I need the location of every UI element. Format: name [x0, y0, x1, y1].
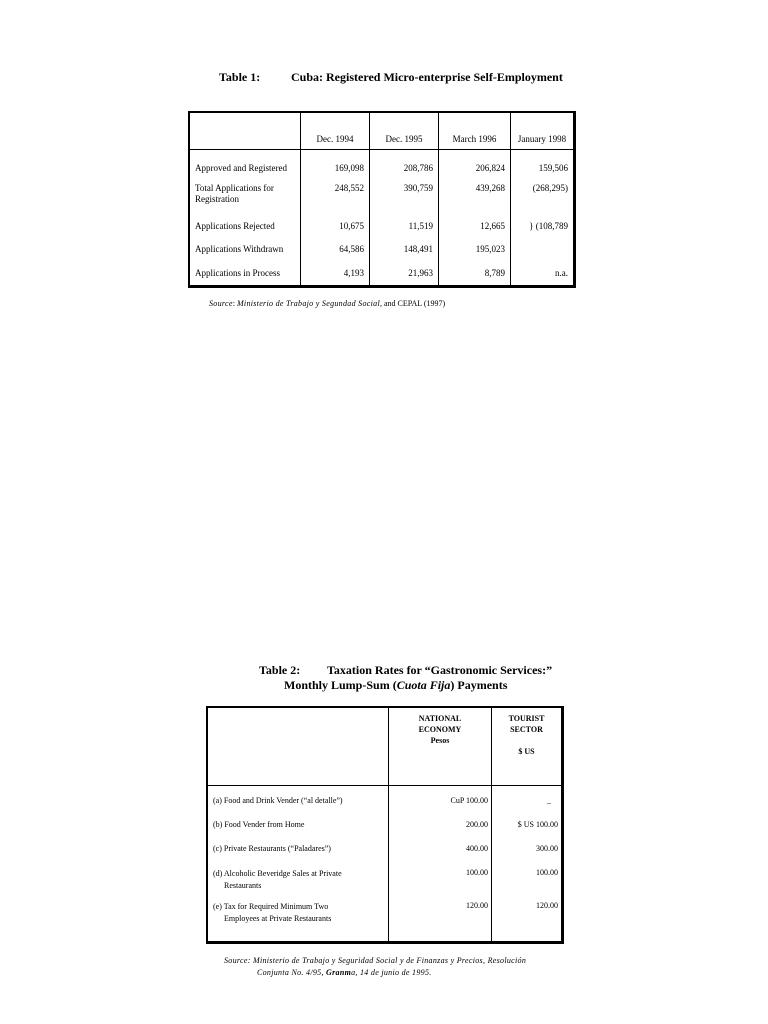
table-row — [190, 150, 573, 181]
cell-value: 120.00 — [389, 898, 492, 941]
col-header-line: NATIONAL — [418, 714, 462, 723]
table-row — [208, 866, 561, 898]
table2-col-tourist — [492, 708, 562, 786]
table-row — [190, 181, 573, 214]
row-label-line: Restaurants — [224, 881, 262, 890]
cell-value: } (108,789 — [511, 214, 574, 238]
row-label-line: Employees at Private Restaurants — [224, 914, 332, 923]
table2-subtitle — [284, 678, 507, 693]
row-label: Approved and Registered — [195, 162, 287, 173]
cell-value: $ US 100.00 — [492, 818, 562, 842]
row-label — [208, 866, 389, 898]
cell-value: 300.00 — [492, 842, 562, 866]
table1-col-header: January 1998 — [511, 113, 574, 150]
col-header-line: ECONOMY — [418, 725, 462, 734]
cell-value: 8,789 — [439, 261, 511, 285]
cell-value — [511, 238, 574, 262]
cell-value: 100.00 — [492, 866, 562, 898]
source-bold: Granm — [326, 968, 352, 977]
col-header-line: TOURIST — [508, 714, 545, 723]
cell-value: 248,552 — [301, 181, 370, 214]
cell-value: 64,586 — [301, 238, 370, 262]
table2-title — [259, 663, 552, 678]
source-part: Conjunta No. 4/95, — [257, 968, 327, 977]
cell-value: 4,193 — [301, 261, 370, 285]
table2-header-row — [208, 708, 561, 786]
table1-col-header: Dec. 1995 — [370, 113, 439, 150]
cell-value: 390,759 — [370, 181, 439, 214]
cell-value: 159,506 — [511, 150, 574, 181]
col-header-line: $ US — [518, 747, 535, 756]
row-label-line: (e) Tax for Required Minimum Two — [213, 902, 329, 911]
row-label-line: (d) Alcoholic Beveridge Sales at Private — [213, 869, 342, 878]
cell-value: 200.00 — [389, 818, 492, 842]
table-row — [208, 842, 561, 866]
table1-label: Table 1: — [219, 70, 261, 84]
source-line2 — [224, 967, 526, 979]
table1 — [188, 111, 576, 288]
row-label: Applications Withdrawn — [195, 244, 284, 255]
table2-title-line1: Taxation Rates for “Gastronomic Services:” — [327, 663, 553, 677]
cell-value: _ — [492, 786, 562, 819]
table-row — [208, 786, 561, 819]
table-row — [190, 214, 573, 238]
subtitle-part: ) Payments — [450, 678, 508, 692]
table-row — [190, 261, 573, 285]
cell-value: n.a. — [511, 261, 574, 285]
table-row — [208, 818, 561, 842]
table1-col-header: March 1996 — [439, 113, 511, 150]
cell-value: 10,675 — [301, 214, 370, 238]
cell-value: 120.00 — [492, 898, 562, 941]
row-label: (c) Private Restaurants (“Paladares”) — [213, 844, 331, 853]
table1-title — [219, 70, 563, 85]
cell-value: 12,665 — [439, 214, 511, 238]
row-label: (b) Food Vender from Home — [213, 820, 305, 829]
source-ministry: Ministerio de Trabajo y Segundad Social — [236, 299, 380, 308]
cell-value: 400.00 — [389, 842, 492, 866]
row-label: Applications Rejected — [195, 220, 275, 231]
table2-label: Table 2: — [259, 663, 301, 677]
table1-header-row — [190, 113, 573, 150]
row-label — [208, 898, 389, 941]
row-label: Total Applications for Registration — [195, 182, 274, 204]
table-row — [190, 238, 573, 262]
subtitle-italic: Cuota Fija — [396, 678, 451, 692]
source-part: a, 14 de junio de 1995. — [351, 968, 432, 977]
cell-value: 148,491 — [370, 238, 439, 262]
cell-value: 21,963 — [370, 261, 439, 285]
table1-title-text: Cuba: Registered Micro-enterprise Self-Employment — [291, 70, 563, 84]
cell-value: 206,824 — [439, 150, 511, 181]
table2-header-blank — [208, 708, 389, 786]
cell-value: 439,268 — [439, 181, 511, 214]
table1-header-blank — [190, 113, 301, 150]
source-line1: Source: Ministerio de Trabajo y Seguridad Social y de Finanzas y Precios, Resolución — [224, 956, 527, 965]
col-header-line: Pesos — [430, 736, 450, 745]
table2-col-national — [389, 708, 492, 786]
cell-value: 208,786 — [370, 150, 439, 181]
table2-source — [224, 955, 526, 979]
table1-source: Source: Ministerio de Trabajo y Segundad Social, and CEPAL (1997) — [209, 299, 446, 308]
row-label: (a) Food and Drink Vender (“al detalle”) — [213, 796, 343, 805]
table-row — [208, 898, 561, 941]
table2 — [206, 706, 564, 944]
cell-value: 100.00 — [389, 866, 492, 898]
subtitle-part: Monthly Lump-Sum ( — [284, 678, 397, 692]
col-header-line: SECTOR — [510, 725, 543, 734]
cell-value: (268,295) — [511, 181, 574, 214]
table1-col-header: Dec. 1994 — [301, 113, 370, 150]
source-rest: , and CEPAL (1997) — [379, 299, 446, 308]
cell-value: 11,519 — [370, 214, 439, 238]
cell-value: 195,023 — [439, 238, 511, 262]
cell-value: CuP 100.00 — [389, 786, 492, 819]
row-label: Applications in Process — [195, 268, 280, 279]
cell-value: 169,098 — [301, 150, 370, 181]
source-prefix: Source — [209, 299, 233, 308]
